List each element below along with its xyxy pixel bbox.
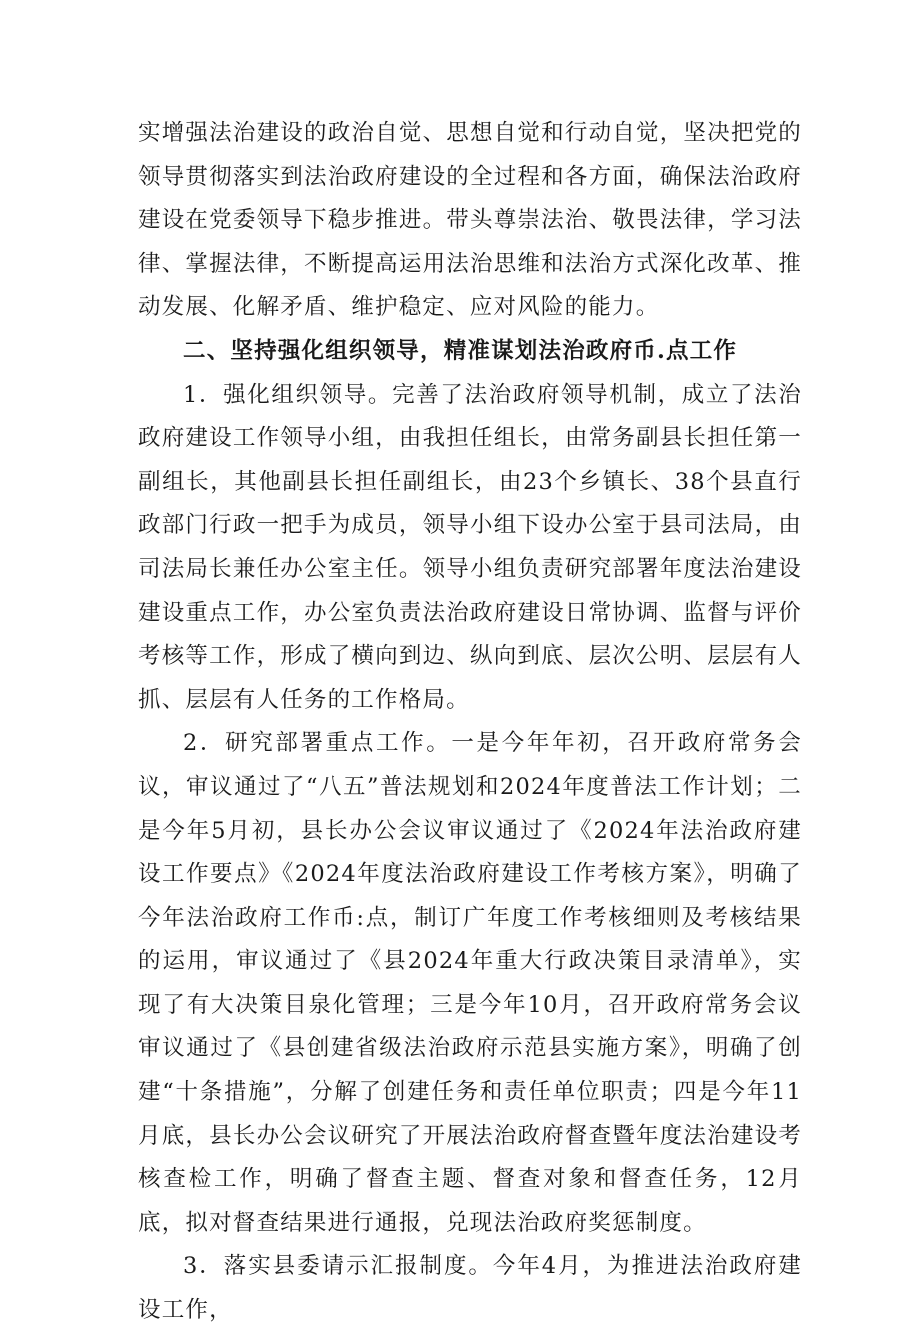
paragraph-2: 2．研究部署重点工作。一是今年年初，召开政府常务会议，审议通过了“八五”普法规划和2024年度普法工作计划；二是今年5月初，县长办公会议审议通过了《2024年法治政府建设工作要点》《2024年度法治政府建设工作考核方案》，明确了今年法治政府工作币:点，制订广年度工作考核细则及考核结果的运用，审议通过了《县2024年重大行政决策目录清单》，实现了有大决策目泉化管理；三是今年10月，召开政府常务会议审议通过了《县创建省级法治政府示范县实施方案》，明确了创建“十条措施”，分解了创建任务和责任单位职责；四是今年11月底，县长办公会议研究了开展法治政府督查暨年度法治建设考核查检工作，明确了督查主题、督查对象和督查任务，12月底，拟对督查结果进行通报，兑现法治政府奖惩制度。 [138,730,802,1236]
paragraph-3: 3．落实县委请示汇报制度。今年4月，为推进法治政府建设工作， [138,1253,802,1324]
paragraph-1: 1．强化组织领导。完善了法治政府领导机制，成立了法治政府建设工作领导小组，由我担任组长，由常务副县长担任第一副组长，其他副县长担任副组长，由23个乡镇长、38个县直行政部门行政一把手为成员，领导小组下设办公室于县司法局，由司法局长兼任办公室主任。领导小组负责研究部署年度法治建设建设重点工作，办公室负责法治政府建设日常协调、监督与评价考核等工作，形成了横向到边、纵向到底、层次公明、层层有人抓、层层有人任务的工作格局。 [138,381,802,713]
paragraph-intro: 实增强法治建设的政治自觉、思想自觉和行动自觉，坚决把党的领导贯彻落实到法治政府建设的全过程和各方面，确保法治政府建设在党委领导下稳步推进。带头尊崇法治、敬畏法律，学习法律、掌握法律，不断提高运用法治思维和法治方式深化改革、推动发展、化解矛盾、维护稳定、应对风险的能力。 [138,120,802,321]
section-heading-two: 二、坚持强化组织领导，精准谋划法治政府币.点工作 [183,337,738,364]
